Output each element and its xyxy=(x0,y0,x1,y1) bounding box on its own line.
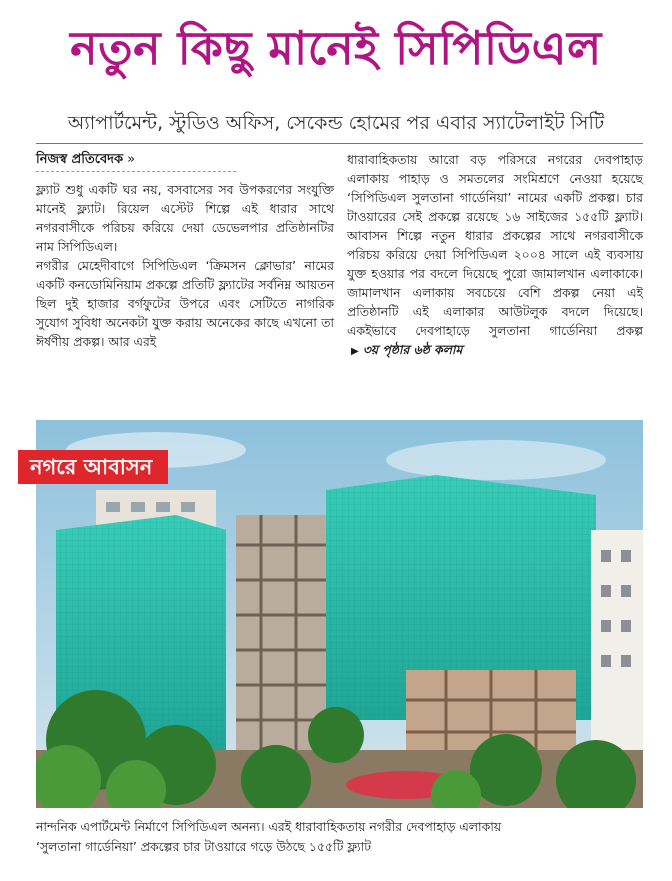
caption-line: নান্দনিক এপার্টমেন্ট নির্মাণে সিপিডিএল অনন্য। এরই ধারাবাহিকতায় নগরীর দেবপাহাড় এলাকায় xyxy=(36,819,502,834)
caption-line: ‘সুলতানা গার্ডেনিয়া’ প্রকল্পের চার টাওয়ারে গড়ে উঠছে ১৫৫টি ফ্ল্যাট xyxy=(36,839,371,854)
headline: নতুন কিছু মানেই সিপিডিএল xyxy=(70,21,602,75)
article-column-left xyxy=(36,150,334,351)
continued-text: ৩য় পৃষ্ঠার ৬ষ্ঠ কলাম xyxy=(362,342,463,357)
photo-caption xyxy=(36,817,643,857)
byline xyxy=(36,150,236,172)
paragraph: নগরীর মেহেদীবাগে সিপিডিএল ‘ক্রিমসন ক্লোভার’ নামের একটি কনডোমিনিয়াম প্রকল্পে প্রতিটি ফ্ল্যাটের সর্বনিম্ন আয়তন ছিল দুই হাজার বর্গফুটের উপরে এবং সেটিতে নাগরিক সুযোগ সুবিধা অনেকটা যুক্ত করায় অনেকের কাছে এখনো তা ঈর্ষণীয় প্রকল্প। আর এরই xyxy=(36,258,334,349)
paragraph xyxy=(347,150,643,361)
continued-link[interactable] xyxy=(347,342,462,357)
paragraph: ফ্ল্যাট শুধু একটি ঘর নয়, বসবাসের সব উপকরণের সংযুক্তি মানেই ফ্ল্যাট। রিয়েল এস্টেট শিল্পে এই ধারার সাথে নগরবাসীকে পরিচয় করিয়ে দেয়া ডেভেলপার প্রতিষ্ঠানটির নাম সিপিডিএল। xyxy=(36,182,334,254)
play-triangle-icon: ▶ xyxy=(351,346,359,357)
paragraph-text: ধারাবাহিকতায় আরো বড় পরিসরে নগরের দেবপাহাড় এলাকায় পাহাড় ও সমতলের সংমিশ্রণে নেওয়া হয়েছে ‘সিপিডিএল সুলতানা গার্ডেনিয়া’ নামের একটি প্রকল্প। চার টাওয়ারের সেই প্রকল্পে রয়েছে ১৬ সাইজের ১৫৫টি ফ্ল্যাট। আবাসন শিল্পে নতুন ধারার প্রকল্পের সাথে নগরবাসীকে পরিচয় করিয়ে দেয়া সিপিডিএল ২০০৪ সালে এই ব্যবসায় যুক্ত হওয়ার পর বদলে দিয়েছে পুরো জামালখান এলাকাকে। জামালখান এলাকায় সবচেয়ে বেশি প্রকল্প নেয়া এই প্রতিষ্ঠানটি এই এলাকার আউটলুক বদলে দিয়েছে। একইভাবে দেবপাহাড়ে সুলতানা গার্ডেনিয়া প্রকল্প xyxy=(347,152,643,338)
divider xyxy=(36,143,643,144)
photo-section-tag: নগরে আবাসন xyxy=(18,450,168,484)
byline-marker: » xyxy=(127,152,136,167)
subheadline: অ্যাপার্টমেন্ট, স্টুডিও অফিস, সেকেন্ড হোমের পর এবার স্যাটেলাইট সিটি xyxy=(67,112,605,134)
article-column-right xyxy=(347,150,643,361)
byline-text: নিজস্ব প্রতিবেদক xyxy=(36,152,124,167)
